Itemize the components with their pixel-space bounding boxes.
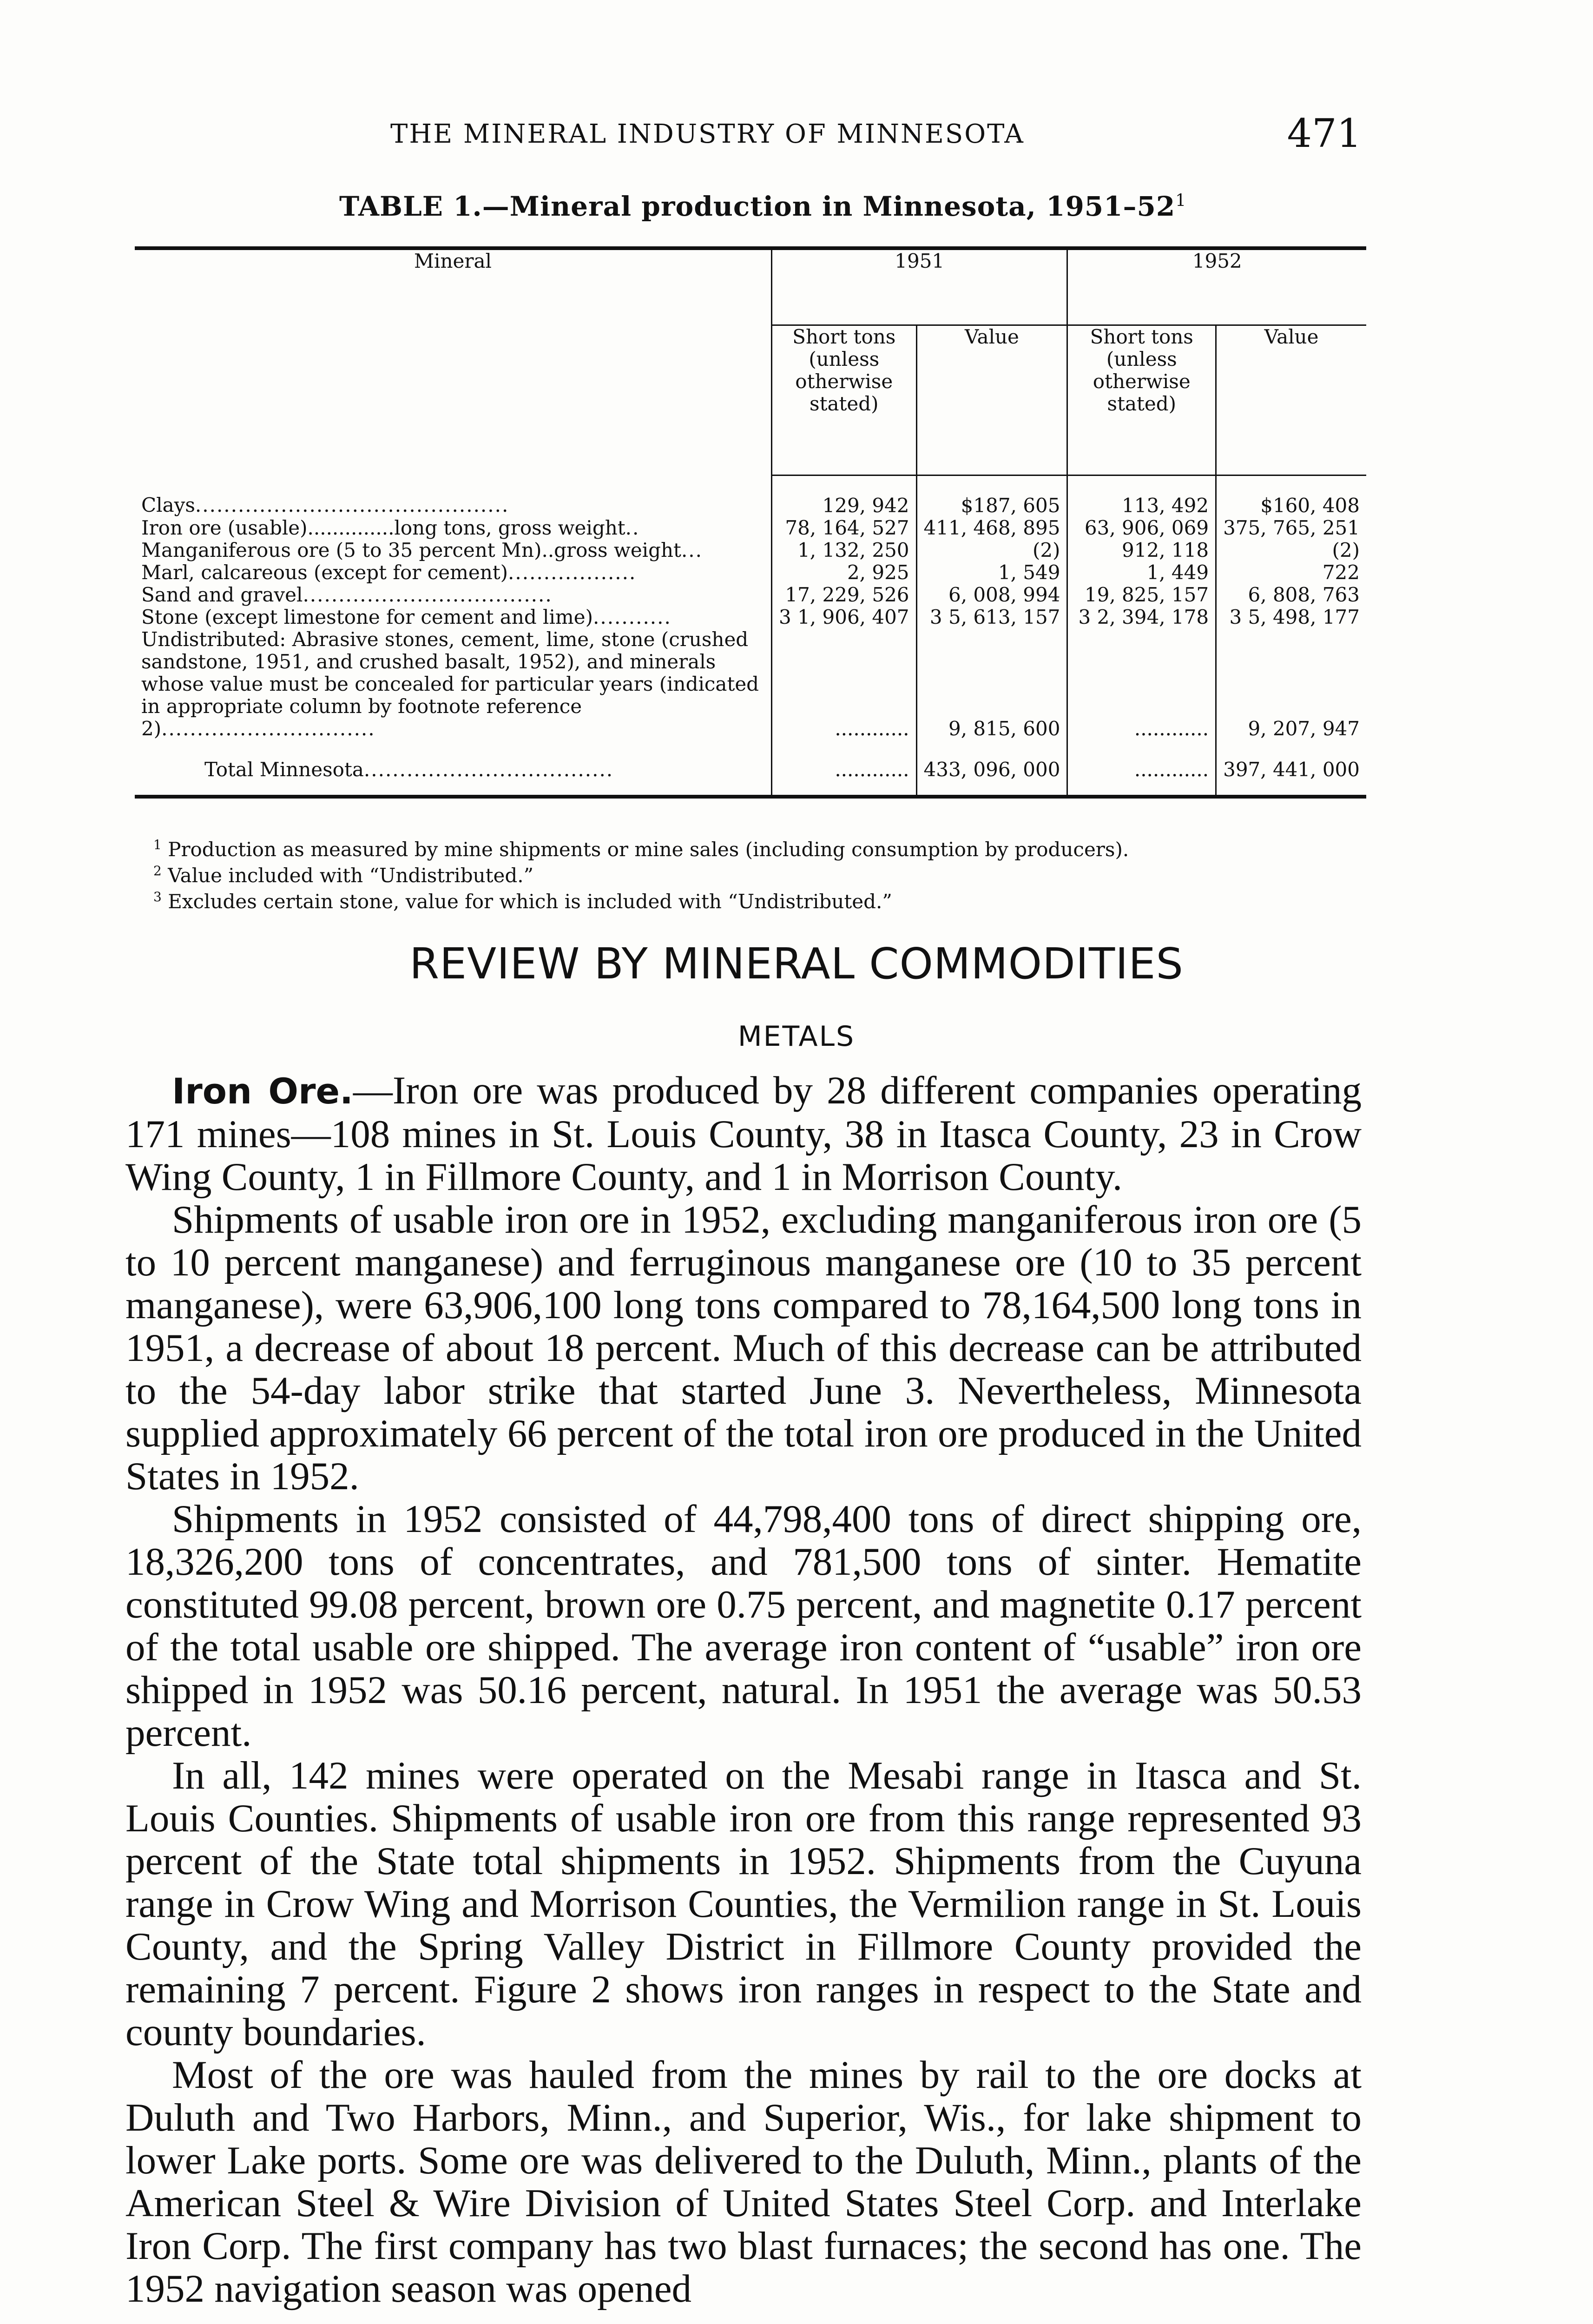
table-row-total bbox=[135, 740, 1366, 797]
section-title: REVIEW BY MINERAL COMMODITIES bbox=[409, 939, 1184, 989]
page-number: 471 bbox=[1287, 111, 1362, 156]
cell-q1951: 2, 925 bbox=[772, 561, 917, 584]
table-grid bbox=[135, 250, 1366, 799]
header-value-1951: Value bbox=[916, 325, 1067, 475]
cell-q1951: 17, 229, 526 bbox=[772, 584, 917, 606]
table-row bbox=[135, 475, 1366, 517]
paragraph: In all, 142 mines were operated on the Mesabi range in Itasca and St. Louis Counties. Shipments of usable iron ore from this range represented 93 percent of the State total shipments in 1952. Shipments from the Cuyuna range in Crow Wing and Morrison Counties, the Vermilion range in St. Louis County, and the Spring Valley District in Fillmore County provided the remaining 7 percent. Figure 2 shows iron ranges in respect to the State and county boundaries. bbox=[125, 1754, 1362, 2054]
cell-v1952: 397, 441, 000 bbox=[1216, 740, 1366, 797]
cell-v1952: (2) bbox=[1332, 539, 1360, 561]
running-head-title: THE MINERAL INDUSTRY OF MINNESOTA bbox=[390, 119, 1025, 149]
cell-q1952: 19, 825, 157 bbox=[1067, 584, 1216, 606]
cell-v1952: 6, 808, 763 bbox=[1248, 583, 1360, 606]
table-top-rule bbox=[135, 246, 1366, 250]
row-label: Sand and gravel................................... bbox=[135, 584, 772, 606]
cell-v1952: 722 bbox=[1322, 561, 1360, 584]
row-label: Total Minnesota................................... bbox=[135, 740, 772, 797]
cell-q1951: 3 1, 906, 407 bbox=[772, 606, 917, 628]
cell-v1951: 433, 096, 000 bbox=[916, 740, 1067, 797]
table-row bbox=[135, 561, 1366, 584]
cell-v1952: 375, 765, 251 bbox=[1223, 516, 1360, 539]
row-label: Manganiferous ore (5 to 35 percent Mn)..gross weight... bbox=[135, 539, 772, 561]
runin-heading: Iron Ore. bbox=[172, 1070, 353, 1112]
cell-v1951: $187, 605 bbox=[916, 475, 1067, 517]
table-footnotes bbox=[153, 834, 1362, 912]
row-label: Undistributed: Abrasive stones, cement, lime, stone (crushed sandstone, 1951, and crushed basalt, 1952), and minerals whose value must be concealed for particular years (indicated in appropriate column by footnote reference 2).............................. bbox=[135, 628, 772, 740]
cell-q1952: ............ bbox=[1067, 628, 1216, 740]
table-row bbox=[135, 517, 1366, 539]
cell-q1952: 113, 492 bbox=[1067, 475, 1216, 517]
footnote: $^1$ Production as measured by mine shipments or mine sales (including consumption by producers). bbox=[153, 837, 1129, 861]
cell-v1952: $160, 408 bbox=[1260, 494, 1360, 517]
cell-q1952: ............ bbox=[1067, 740, 1216, 797]
cell-v1951: 3 5, 613, 157 bbox=[916, 606, 1067, 628]
cell-q1951: 78, 164, 527 bbox=[772, 517, 917, 539]
subsection-title: METALS bbox=[737, 1020, 856, 1053]
table-row bbox=[135, 539, 1366, 561]
cell-q1951: ............ bbox=[772, 740, 917, 797]
paragraph: Shipments of usable iron ore in 1952, excluding manganiferous iron ore (5 to 10 percent manganese) and ferruginous manganese ore (10 to 35 percent manganese), were 63,906,100 long tons compared to 78,164,500 long tons in 1951, a decrease of about 18 percent. Much of this decrease can be attributed to the 54-day labor strike that started June 3. Nevertheless, Minnesota supplied approximately 66 percent of the total iron ore produced in the United States in 1952. bbox=[125, 1198, 1362, 1498]
mineral-production-table bbox=[135, 246, 1366, 799]
cell-q1952: 63, 906, 069 bbox=[1067, 517, 1216, 539]
table-row bbox=[135, 584, 1366, 606]
cell-q1951: ............ bbox=[772, 628, 917, 740]
header-year-1952: 1952 bbox=[1067, 250, 1366, 325]
cell-v1952: 9, 207, 947 bbox=[1248, 717, 1360, 740]
row-label: Clays............................................ bbox=[135, 475, 772, 517]
running-head bbox=[125, 111, 1362, 156]
table-caption-text: TABLE 1.—Mineral production in Minnesota, 1951–52 bbox=[339, 191, 1176, 222]
footnote: $^3$ Excludes certain stone, value for which is included with “Undistributed.” bbox=[153, 889, 892, 913]
cell-v1951: (2) bbox=[916, 539, 1067, 561]
cell-q1951: 129, 942 bbox=[772, 475, 917, 517]
cell-q1952: 912, 118 bbox=[1067, 539, 1216, 561]
cell-v1951: 6, 008, 994 bbox=[916, 584, 1067, 606]
table-row-undistributed bbox=[135, 628, 1366, 740]
cell-q1952: 1, 449 bbox=[1067, 561, 1216, 584]
footnote: $^2$ Value included with “Undistributed.” bbox=[153, 863, 534, 887]
row-label: Stone (except limestone for cement and lime)........... bbox=[135, 606, 772, 628]
body-text bbox=[125, 1069, 1362, 2310]
cell-q1952: 3 2, 394, 178 bbox=[1067, 606, 1216, 628]
header-value-1952: Value bbox=[1216, 325, 1366, 475]
table-caption-footnote-mark: 1 bbox=[1175, 191, 1187, 211]
cell-v1951: 411, 468, 895 bbox=[916, 517, 1067, 539]
row-label: Marl, calcareous (except for cement).................. bbox=[135, 561, 772, 584]
table-row bbox=[135, 606, 1366, 628]
header-year-1951: 1951 bbox=[772, 250, 1067, 325]
cell-v1952: 3 5, 498, 177 bbox=[1229, 606, 1360, 628]
paragraph: Iron Ore.—Iron ore was produced by 28 different companies operating 171 mines—108 mines in St. Louis County, 38 in Itasca County, 23 in Crow Wing County, 1 in Fillmore County, and 1 in Morrison County. bbox=[125, 1069, 1362, 1199]
paragraph: Most of the ore was hauled from the mines by rail to the ore docks at Duluth and Two Harbors, Minn., and Superior, Wis., for lake shipment to lower Lake ports. Some ore was delivered to the Duluth, Minn., plants of the American Steel & Wire Division of United States Steel Corp. and Interlake Iron Corp. The first company has two blast furnaces; the second has one. The 1952 navigation season was opened bbox=[125, 2053, 1362, 2311]
cell-v1951: 9, 815, 600 bbox=[916, 628, 1067, 740]
header-quantity-1952: Short tons (unless otherwise stated) bbox=[1067, 325, 1216, 475]
cell-q1951: 1, 132, 250 bbox=[772, 539, 917, 561]
row-label: Iron ore (usable)..............long tons, gross weight.. bbox=[135, 517, 772, 539]
header-quantity-1951: Short tons (unless otherwise stated) bbox=[772, 325, 917, 475]
table-caption bbox=[339, 191, 1186, 222]
paragraph: Shipments in 1952 consisted of 44,798,400 tons of direct shipping ore, 18,326,200 tons of concentrates, and 781,500 tons of sinter. Hematite constituted 99.08 percent, brown ore 0.75 percent, and magnetite 0.17 percent of the total usable ore shipped. The average iron content of “usable” iron ore shipped in 1952 was 50.16 percent, natural. In 1951 the average was 50.53 percent. bbox=[125, 1497, 1362, 1755]
header-mineral: Mineral bbox=[135, 250, 772, 475]
cell-v1951: 1, 549 bbox=[916, 561, 1067, 584]
